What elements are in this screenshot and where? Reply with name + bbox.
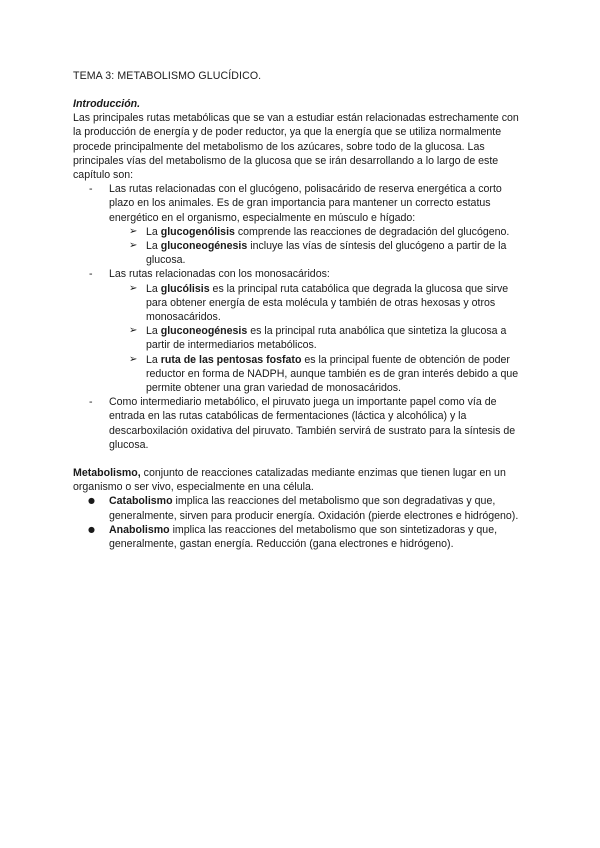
term-catabolismo: Catabolismo — [109, 495, 173, 508]
list-item-text: Como intermediario metabólico, el piruvato juega un importante papel como vía de entrada en las rutas catabólicas de fermentaciones (láctica y alcohólica) y la descarboxilación oxidativa del piruvato. También servirá de sustrato para la síntesis de glucosa. — [109, 396, 516, 451]
term-metabolismo: Metabolismo, — [73, 467, 141, 480]
routes-list — [73, 182, 523, 452]
list-item-monosacaridos — [73, 267, 523, 395]
list-item-glucogeno — [73, 182, 523, 267]
term-glucolisis: glucólisis — [160, 282, 210, 295]
sublist-glucogeno — [109, 225, 523, 268]
spacer — [73, 452, 523, 466]
list-item-anabolismo: ● Anabolismo implica las reacciones del metabolismo que son sintetizadoras y que, generalmente, gastan energía. Reducción (gana electrones e hidrógeno). — [73, 523, 523, 551]
term-gluconeogenesis: gluconeogénesis — [160, 240, 248, 253]
term-gluconeogenesis: gluconeogénesis — [160, 325, 248, 338]
list-item-text: Las rutas relacionadas con los monosacáridos: — [109, 268, 330, 281]
page-title: TEMA 3: METABOLISMO GLUCÍDICO. — [73, 70, 262, 82]
list-item-text: Las rutas relacionadas con el glucógeno, polisacárido de reserva energética a corto plazo en los animales. Es de gran importancia para mantener un correcto estatus energético en el organismo, especialmente en músculo e hígado: — [109, 183, 502, 224]
sublist-item: ➢ La gluconeogénesis incluye las vías de síntesis del glucógeno a partir de la glucosa. — [109, 239, 523, 267]
list-item-catabolismo: ● Catabolismo implica las reacciones del metabolismo que son degradativas y que, generalmente, sirven para producir energía. Oxidación (pierde electrones e hidrógeno). — [73, 494, 523, 522]
section-heading-introduccion: Introducción. — [73, 98, 141, 110]
document-page — [73, 69, 523, 551]
sublist-monosacaridos — [109, 282, 523, 396]
metabolismo-paragraph: Metabolismo, conjunto de reacciones catalizadas mediante enzimas que tienen lugar en un organismo o ser vivo, especialmente en una célula. — [73, 467, 506, 494]
metabolism-types-list — [73, 494, 523, 551]
list-item-piruvato — [73, 395, 523, 452]
intro-paragraph: Las principales rutas metabólicas que se van a estudiar están relacionadas estrechamente con la producción de energía y de poder reductor, ya que la energía que se utiliza normalmente procede principalmente del metabolismo de los azúcares, sobre todo de la glucosa. Las principales vías del metabolismo de la glucosa que se irán desarrollando a lo largo de este capítulo son: — [73, 112, 519, 182]
sublist-item: ➢ La ruta de las pentosas fosfato es la principal fuente de obtención de poder reductor en forma de NADPH, aunque también es de gran interés debido a que permite obtener una gran variedad de monosacáridos. — [109, 353, 523, 396]
sublist-item: ➢ La glucólisis es la principal ruta catabólica que degrada la glucosa que sirve para obtener energía de esta molécula y también de otras hexosas y otros monosacáridos. — [109, 282, 523, 325]
sublist-item: ➢ La gluconeogénesis es la principal ruta anabólica que sintetiza la glucosa a partir de intermediarios metabólicos. — [109, 324, 523, 352]
term-glucogenolisis: glucogenólisis — [160, 225, 235, 238]
sublist-item: ➢ La glucogenólisis comprende las reacciones de degradación del glucógeno. — [109, 225, 523, 239]
term-pentosas-fosfato: ruta de las pentosas fosfato — [160, 353, 302, 366]
term-anabolismo: Anabolismo — [109, 523, 170, 536]
